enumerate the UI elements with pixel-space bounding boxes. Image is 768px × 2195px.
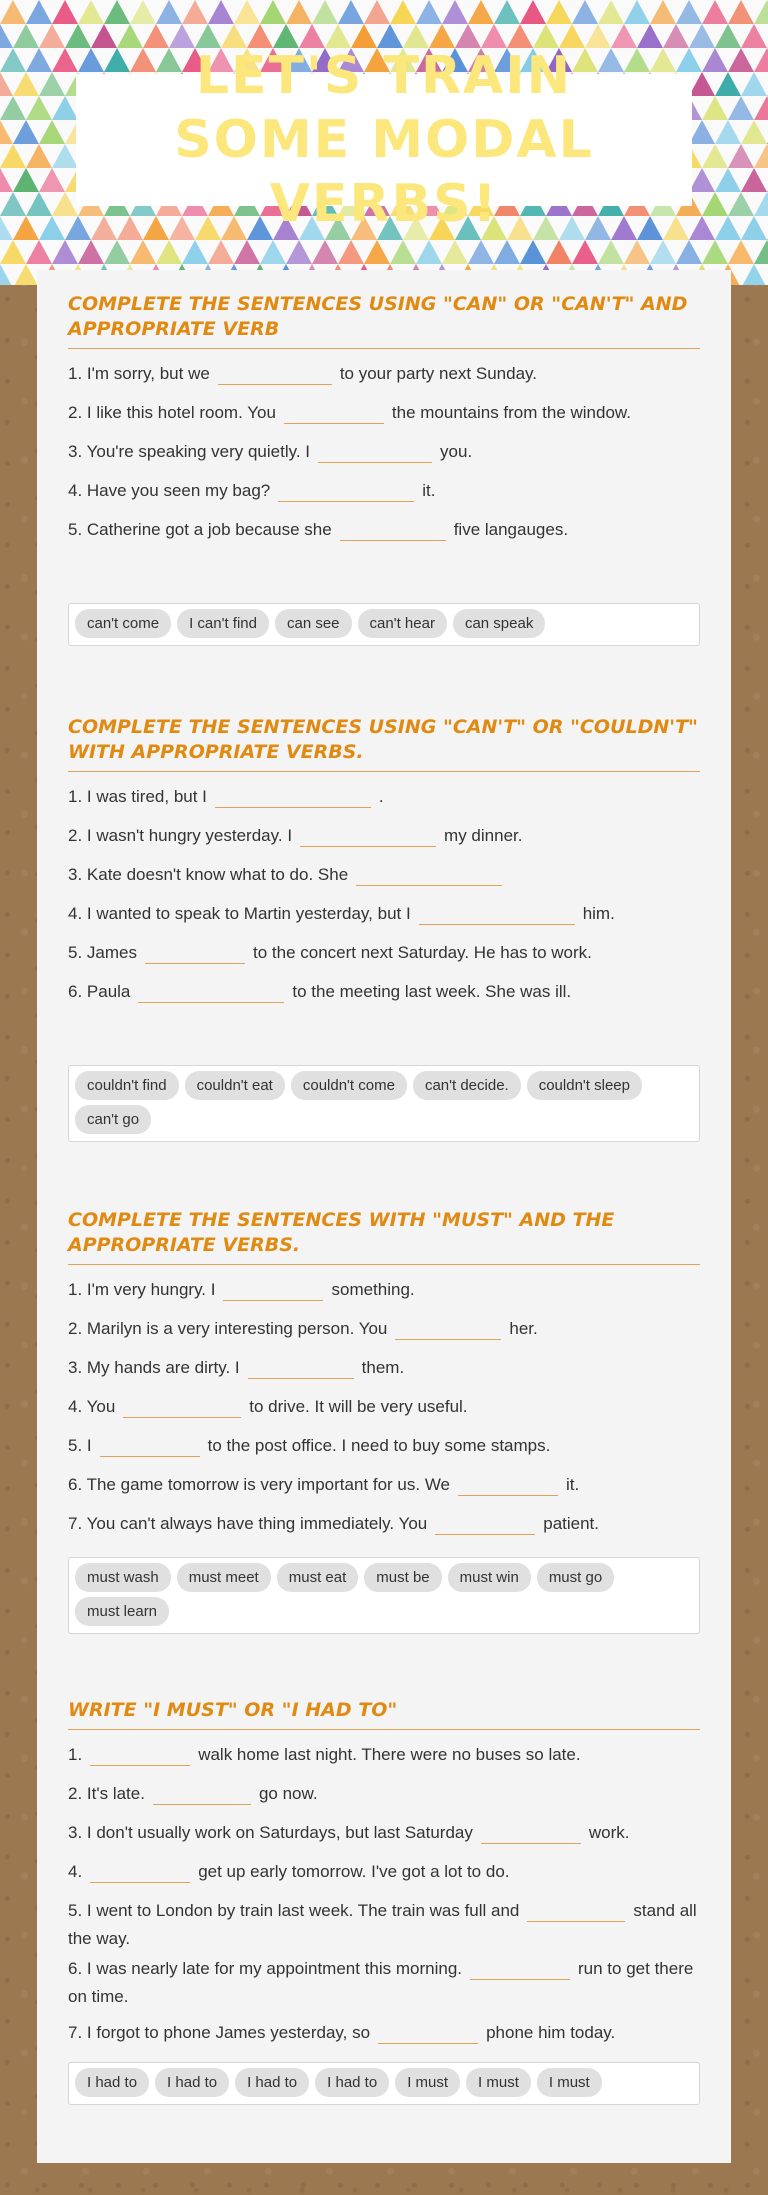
question-row [68, 397, 700, 436]
question-row [68, 1391, 700, 1430]
pattern-triangle [0, 264, 13, 285]
pattern-triangle [520, 240, 546, 264]
pattern-triangle [702, 240, 728, 264]
pattern-triangle [754, 96, 768, 120]
pattern-triangle [52, 240, 78, 264]
word-chip[interactable]: must win [448, 1563, 531, 1592]
pattern-triangle [26, 96, 52, 120]
section-title: WRITE "I MUST" OR "I HAD TO" [68, 1698, 700, 1730]
pattern-triangle [182, 240, 208, 264]
pattern-triangle [208, 240, 234, 264]
pattern-triangle [39, 120, 65, 144]
question-text: work. [588, 1823, 630, 1842]
question-text: walk home last night. There were no buses so late. [198, 1745, 581, 1764]
word-chip[interactable]: can't come [75, 609, 171, 638]
pattern-triangle [689, 72, 715, 96]
pattern-triangle [728, 96, 754, 120]
pattern-triangle [260, 240, 286, 264]
pattern-triangle [676, 0, 702, 24]
question-row [68, 1817, 700, 1856]
section-can-cant [68, 292, 700, 646]
pattern-triangle [52, 96, 78, 120]
pattern-triangle [546, 0, 572, 24]
pattern-triangle [65, 216, 91, 240]
pattern-triangle [741, 168, 767, 192]
pattern-triangle [702, 192, 728, 216]
question-row [68, 1469, 700, 1508]
pattern-triangle [676, 240, 702, 264]
pattern-triangle [286, 240, 312, 264]
question-text: them. [361, 1358, 405, 1377]
pattern-triangle [234, 0, 260, 24]
pattern-triangle [104, 240, 130, 264]
word-chip[interactable]: can't hear [358, 609, 447, 638]
question-text: stand all the way. [68, 1901, 697, 1948]
answer-blank[interactable] [218, 358, 332, 385]
answer-blank[interactable] [284, 397, 384, 424]
question-row [68, 436, 700, 475]
pattern-triangle [130, 0, 156, 24]
pattern-triangle [520, 0, 546, 24]
question-text: run to get there on time. [68, 1959, 694, 2006]
question-text: something. [331, 1280, 415, 1299]
pattern-triangle [676, 48, 702, 72]
question-text: 1. I was tired, but I [68, 787, 207, 806]
question-row [68, 514, 700, 553]
question-text: 2. I wasn't hungry yesterday. I [68, 826, 293, 845]
pattern-triangle [741, 120, 767, 144]
question-row [68, 820, 700, 859]
pattern-triangle [728, 240, 754, 264]
pattern-triangle [26, 48, 52, 72]
word-chip[interactable]: I had to [75, 2068, 149, 2097]
pattern-triangle [156, 240, 182, 264]
question-text: 4. You [68, 1397, 116, 1416]
question-row [68, 1953, 700, 2017]
answer-blank[interactable] [340, 514, 446, 541]
pattern-triangle [689, 24, 715, 48]
answer-blank[interactable] [419, 898, 575, 925]
question-text: go now. [258, 1784, 318, 1803]
word-chip[interactable]: I must [537, 2068, 602, 2097]
word-chip[interactable]: I had to [315, 2068, 389, 2097]
answer-blank[interactable] [470, 1953, 570, 1980]
pattern-triangle [364, 240, 390, 264]
question-text: to the concert next Saturday. He has to work. [252, 943, 592, 962]
pattern-triangle [78, 48, 104, 72]
pattern-triangle [312, 0, 338, 24]
pattern-triangle [416, 0, 442, 24]
pattern-triangle [624, 240, 650, 264]
pattern-triangle [715, 72, 741, 96]
question-text: five langauges. [453, 520, 569, 539]
word-chip[interactable]: can't decide. [413, 1071, 521, 1100]
word-bank [68, 603, 700, 646]
question-text: 5. Catherine got a job because she [68, 520, 332, 539]
question-row [68, 781, 700, 820]
question-text: it. [422, 481, 436, 500]
question-text: 5. I went to London by train last week. The train was full and [68, 1901, 520, 1920]
question-row [68, 1313, 700, 1352]
word-bank [68, 2062, 700, 2105]
pattern-triangle [741, 216, 767, 240]
question-text: 3. My hands are dirty. I [68, 1358, 240, 1377]
question-text: 4. I wanted to speak to Martin yesterday, but I [68, 904, 411, 923]
pattern-triangle [728, 144, 754, 168]
question-row [68, 475, 700, 514]
word-chip[interactable]: couldn't sleep [527, 1071, 642, 1100]
pattern-triangle [364, 0, 390, 24]
pattern-triangle [598, 240, 624, 264]
answer-blank[interactable] [458, 1469, 558, 1496]
pattern-triangle [182, 0, 208, 24]
pattern-triangle [0, 216, 13, 240]
question-text: 1. I'm sorry, but we [68, 364, 210, 383]
question-row [68, 1430, 700, 1469]
pattern-triangle [13, 24, 39, 48]
answer-blank[interactable] [223, 1274, 323, 1301]
pattern-triangle [0, 168, 13, 192]
word-chip[interactable]: I had to [235, 2068, 309, 2097]
answer-blank[interactable] [481, 1817, 581, 1844]
word-chip[interactable]: must be [364, 1563, 441, 1592]
pattern-triangle [0, 0, 26, 24]
answer-blank[interactable] [100, 1430, 200, 1457]
pattern-triangle [715, 24, 741, 48]
section-title: COMPLETE THE SENTENCES WITH "MUST" AND THE APPROPRIATE VERBS. [68, 1208, 700, 1265]
pattern-triangle [754, 0, 768, 24]
title-box [76, 46, 692, 234]
pattern-triangle [702, 48, 728, 72]
pattern-triangle [104, 0, 130, 24]
pattern-triangle [728, 0, 754, 24]
pattern-triangle [13, 264, 39, 285]
pattern-triangle [598, 0, 624, 24]
question-text: 4. [68, 1862, 83, 1881]
question-text: to the meeting last week. She was ill. [292, 982, 572, 1001]
question-text: 2. I like this hotel room. You [68, 403, 276, 422]
pattern-triangle [52, 0, 78, 24]
pattern-triangle [468, 240, 494, 264]
word-chip[interactable]: I can't find [177, 609, 269, 638]
pattern-triangle [52, 192, 78, 216]
answer-blank[interactable] [90, 1739, 190, 1766]
question-row [68, 937, 700, 976]
pattern-triangle [442, 240, 468, 264]
word-bank [68, 1557, 700, 1634]
word-bank [68, 1065, 700, 1142]
question-row [68, 976, 700, 1015]
pattern-triangle [650, 240, 676, 264]
question-text: 5. I [68, 1436, 92, 1455]
word-chip[interactable]: must meet [177, 1563, 271, 1592]
pattern-triangle [546, 240, 572, 264]
question-text: patient. [543, 1514, 599, 1533]
pattern-triangle [494, 0, 520, 24]
question-row [68, 1508, 700, 1547]
question-text: 3. I don't usually work on Saturdays, but last Saturday [68, 1823, 473, 1842]
word-chip[interactable]: I must [395, 2068, 460, 2097]
pattern-triangle [0, 120, 13, 144]
answer-blank[interactable] [300, 820, 436, 847]
question-row [68, 1856, 700, 1895]
question-text: 4. Have you seen my bag? [68, 481, 271, 500]
word-chip[interactable]: must eat [277, 1563, 359, 1592]
answer-blank[interactable] [435, 1508, 535, 1535]
pattern-triangle [26, 144, 52, 168]
pattern-triangle [13, 120, 39, 144]
pattern-triangle [650, 0, 676, 24]
section-must-had-to [68, 1698, 700, 2105]
pattern-triangle [13, 168, 39, 192]
word-chip[interactable]: can't go [75, 1105, 151, 1134]
pattern-triangle [78, 0, 104, 24]
word-chip[interactable]: couldn't find [75, 1071, 179, 1100]
question-text: to your party next Sunday. [339, 364, 537, 383]
pattern-triangle [741, 24, 767, 48]
word-chip[interactable]: I must [466, 2068, 531, 2097]
section-title: COMPLETE THE SENTENCES USING "CAN'T" OR "COULDN'T" WITH APPROPRIATE VERBS. [68, 715, 700, 772]
pattern-triangle [13, 216, 39, 240]
question-text: to the post office. I need to buy some stamps. [207, 1436, 551, 1455]
question-text: it. [566, 1475, 580, 1494]
section-must [68, 1208, 700, 1634]
word-chip[interactable]: couldn't eat [185, 1071, 285, 1100]
question-text: her. [509, 1319, 538, 1338]
answer-blank[interactable] [356, 859, 502, 886]
word-chip[interactable]: couldn't come [291, 1071, 407, 1100]
pattern-triangle [234, 240, 260, 264]
question-text: 6. I was nearly late for my appointment this morning. [68, 1959, 463, 1978]
question-row [68, 1739, 700, 1778]
question-row [68, 1352, 700, 1391]
question-text: you. [440, 442, 473, 461]
pattern-triangle [286, 0, 312, 24]
question-row [68, 898, 700, 937]
answer-blank[interactable] [278, 475, 414, 502]
question-text: 1. I'm very hungry. I [68, 1280, 216, 1299]
question-text: him. [582, 904, 615, 923]
answer-blank[interactable] [378, 2017, 478, 2044]
pattern-triangle [728, 48, 754, 72]
pattern-triangle [312, 240, 338, 264]
pattern-triangle [13, 72, 39, 96]
question-row [68, 1895, 700, 1953]
question-text: 2. Marilyn is a very interesting person. You [68, 1319, 388, 1338]
pattern-triangle [26, 192, 52, 216]
pattern-triangle [715, 168, 741, 192]
word-chip[interactable]: can speak [453, 609, 545, 638]
worksheet-card [37, 270, 731, 2163]
pattern-triangle [39, 72, 65, 96]
pattern-triangle [26, 240, 52, 264]
header-banner [0, 0, 768, 285]
question-text: get up early tomorrow. I've got a lot to do. [198, 1862, 510, 1881]
pattern-triangle [0, 72, 13, 96]
pattern-triangle [754, 144, 768, 168]
question-text: 7. You can't always have thing immediately. You [68, 1514, 428, 1533]
pattern-triangle [468, 0, 494, 24]
answer-blank[interactable] [215, 781, 371, 808]
question-row [68, 2017, 700, 2056]
pattern-triangle [39, 216, 65, 240]
pattern-triangle [52, 144, 78, 168]
question-row [68, 1778, 700, 1817]
pattern-triangle [0, 144, 26, 168]
question-text: my dinner. [444, 826, 523, 845]
pattern-triangle [442, 0, 468, 24]
question-row [68, 358, 700, 397]
pattern-triangle [0, 24, 13, 48]
pattern-triangle [0, 48, 26, 72]
pattern-triangle [741, 72, 767, 96]
answer-blank[interactable] [395, 1313, 501, 1340]
pattern-triangle [754, 48, 768, 72]
pattern-triangle [416, 240, 442, 264]
word-chip[interactable]: must learn [75, 1597, 169, 1626]
answer-blank[interactable] [153, 1778, 251, 1805]
question-text: 6. The game tomorrow is very important for us. We [68, 1475, 451, 1494]
answer-blank[interactable] [318, 436, 432, 463]
pattern-triangle [65, 24, 91, 48]
section-title: COMPLETE THE SENTENCES USING "CAN" OR "CAN'T" AND APPROPRIATE VERB [68, 292, 700, 349]
question-row [68, 859, 700, 898]
word-chip[interactable]: must go [537, 1563, 614, 1592]
pattern-triangle [39, 24, 65, 48]
question-text: . [378, 787, 384, 806]
pattern-triangle [572, 0, 598, 24]
section-cant-couldnt [68, 715, 700, 1142]
pattern-triangle [0, 192, 26, 216]
question-text: 3. You're speaking very quietly. I [68, 442, 311, 461]
pattern-triangle [702, 0, 728, 24]
pattern-triangle [390, 240, 416, 264]
question-text: the mountains from the window. [391, 403, 631, 422]
pattern-triangle [78, 240, 104, 264]
pattern-triangle [26, 0, 52, 24]
pattern-triangle [663, 216, 689, 240]
pattern-triangle [156, 0, 182, 24]
pattern-triangle [754, 240, 768, 264]
question-text: 2. It's late. [68, 1784, 145, 1803]
answer-blank[interactable] [248, 1352, 354, 1379]
pattern-triangle [754, 192, 768, 216]
answer-blank[interactable] [145, 937, 245, 964]
question-text: phone him today. [486, 2023, 616, 2042]
pattern-triangle [741, 264, 767, 285]
question-text: 7. I forgot to phone James yesterday, so [68, 2023, 371, 2042]
page-title: LET'S TRAIN SOME MODAL VERBS! [174, 46, 594, 234]
pattern-triangle [494, 240, 520, 264]
pattern-triangle [260, 0, 286, 24]
pattern-triangle [663, 24, 689, 48]
answer-blank[interactable] [90, 1856, 190, 1883]
word-chip[interactable]: can see [275, 609, 352, 638]
answer-blank[interactable] [123, 1391, 241, 1418]
pattern-triangle [390, 0, 416, 24]
pattern-triangle [338, 240, 364, 264]
pattern-triangle [39, 168, 65, 192]
pattern-triangle [702, 96, 728, 120]
pattern-triangle [702, 144, 728, 168]
pattern-triangle [624, 0, 650, 24]
pattern-triangle [338, 0, 364, 24]
pattern-triangle [0, 240, 26, 264]
word-chip[interactable]: must wash [75, 1563, 171, 1592]
question-text: 1. [68, 1745, 83, 1764]
question-text: to drive. It will be very useful. [249, 1397, 468, 1416]
pattern-triangle [715, 216, 741, 240]
pattern-triangle [52, 48, 78, 72]
word-chip[interactable]: I had to [155, 2068, 229, 2097]
question-row [68, 1274, 700, 1313]
pattern-triangle [689, 120, 715, 144]
question-text: 3. Kate doesn't know what to do. She [68, 865, 349, 884]
pattern-triangle [728, 192, 754, 216]
answer-blank[interactable] [527, 1895, 625, 1922]
pattern-triangle [572, 240, 598, 264]
pattern-triangle [715, 120, 741, 144]
pattern-triangle [689, 168, 715, 192]
pattern-triangle [0, 96, 26, 120]
question-text: 6. Paula [68, 982, 131, 1001]
pattern-triangle [208, 0, 234, 24]
pattern-triangle [689, 216, 715, 240]
answer-blank[interactable] [138, 976, 284, 1003]
question-text: 5. James [68, 943, 137, 962]
pattern-triangle [130, 240, 156, 264]
